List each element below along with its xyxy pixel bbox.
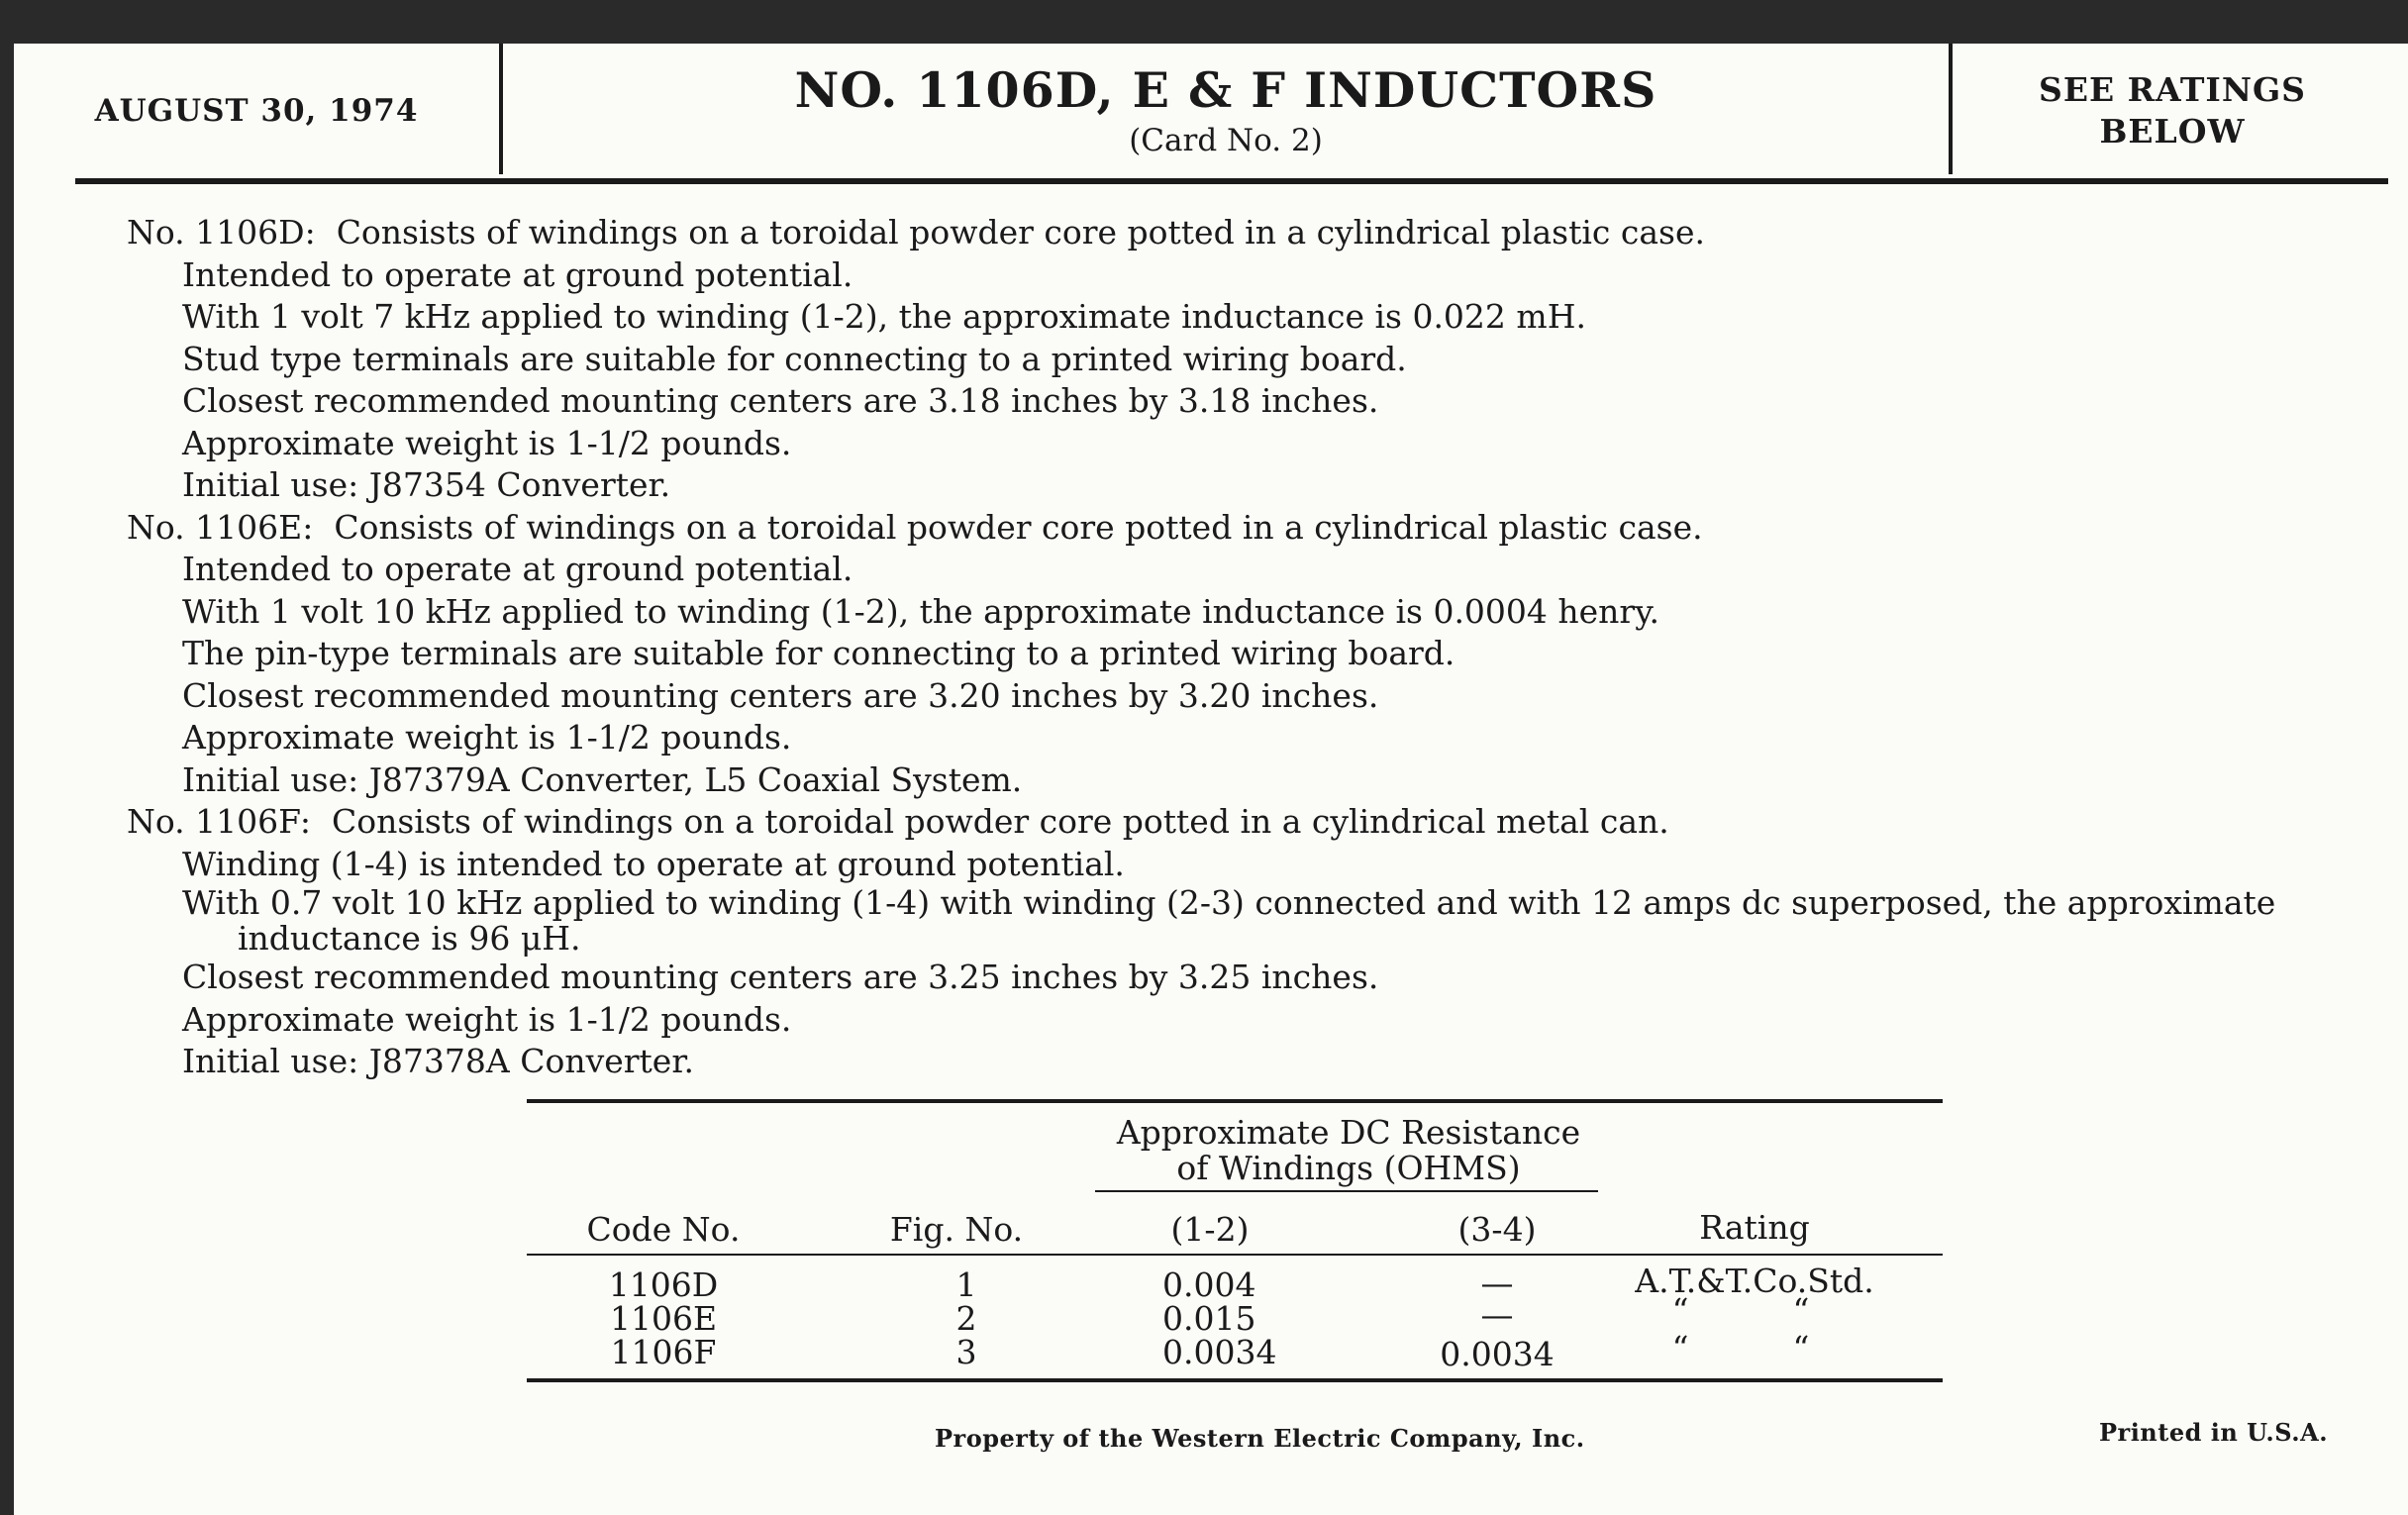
col-header-fig: Fig. No. <box>889 1210 1024 1249</box>
section-1106f-first-line <box>127 801 2275 844</box>
table-top-rule <box>527 1099 1943 1103</box>
col-header-rating: Rating <box>1699 1208 1810 1247</box>
table-cell: — <box>1480 1263 1514 1302</box>
table-cell: “ “ <box>1671 1291 1810 1330</box>
printed-notice: Printed in U.S.A. <box>2099 1418 2329 1447</box>
section-line: With 1 volt 7 kHz applied to winding (1-2), the approximate inductance is 0.022 mH. <box>182 297 1586 336</box>
table-cell: — <box>1480 1295 1514 1334</box>
section-line: Approximate weight is 1-1/2 pounds. <box>182 999 792 1039</box>
section-line: Intended to operate at ground potential. <box>182 550 853 588</box>
table-cell: A.T.&T.Co.Std. <box>1635 1262 1874 1300</box>
section-heading: No. 1106F: <box>127 802 311 841</box>
table-cell: 1 <box>955 1265 977 1304</box>
table-cell: 1106F <box>610 1333 717 1371</box>
section-line: With 1 volt 10 kHz applied to winding (1-2), the approximate inductance is 0.0004 henry. <box>182 591 1659 631</box>
card-header <box>14 44 2408 178</box>
table-cell: 0.004 <box>1162 1265 1256 1304</box>
section-line: Stud type terminals are suitable for connecting to a printed wiring board. <box>182 339 1407 378</box>
ratings-note <box>1955 44 2390 178</box>
table-cell: 0.0034 <box>1440 1335 1555 1373</box>
section-heading: No. 1106E: <box>127 507 314 547</box>
ratings-note-line1: SEE RATINGS <box>2038 70 2307 109</box>
section-text: Consists of windings on a toroidal powder core potted in a cylindrical metal can. <box>331 802 1669 841</box>
catalog-card <box>14 44 2408 1515</box>
section-line: Intended to operate at ground potential. <box>182 254 853 294</box>
section-1106d-first-line <box>127 212 2275 254</box>
table-cell: 1106E <box>609 1299 718 1338</box>
section-line: Closest recommended mounting centers are 3.20 inches by 3.20 inches. <box>182 675 1379 715</box>
issue-date: AUGUST 30, 1974 <box>94 93 419 129</box>
table-cell: 2 <box>955 1299 977 1338</box>
section-line: The pin-type terminals are suitable for connecting to a printed wiring board. <box>182 634 1455 672</box>
ratings-note-line2: BELOW <box>2099 112 2246 151</box>
header-divider-right <box>1949 44 1953 174</box>
section-line: Approximate weight is 1-1/2 pounds. <box>182 718 792 757</box>
table-bottom-rule <box>527 1378 1943 1382</box>
section-text: Consists of windings on a toroidal powder core potted in a cylindrical plastic case. <box>334 507 1703 547</box>
col-header-winding-3-4: (3-4) <box>1457 1210 1537 1249</box>
section-line: Initial use: J87378A Converter. <box>182 1042 694 1080</box>
card-title: NO. 1106D, E & F INDUCTORS <box>794 61 1657 119</box>
title-block <box>503 44 1949 178</box>
section-line: Closest recommended mounting centers are 3.18 inches by 3.18 inches. <box>182 381 1379 420</box>
table-cell: 0.0034 <box>1162 1333 1277 1371</box>
property-notice: Property of the Western Electric Company, Inc. <box>935 1424 1585 1453</box>
group-header-rule <box>1095 1190 1598 1192</box>
section-line-continued: inductance is 96 μH. <box>238 919 581 958</box>
header-rule <box>75 178 2388 184</box>
col-header-code: Code No. <box>586 1210 741 1249</box>
section-line: Approximate weight is 1-1/2 pounds. <box>182 423 792 462</box>
section-1106e-first-line <box>127 507 2275 550</box>
table-cell: 3 <box>955 1333 977 1371</box>
section-line: With 0.7 volt 10 kHz applied to winding (1-4) with winding (2-3) connected and with 12 amps dc superposed, the approximate <box>182 883 2276 922</box>
section-line: Initial use: J87379A Converter, L5 Coaxial System. <box>182 759 1023 799</box>
table-cell: 1106D <box>608 1265 719 1304</box>
description-body <box>127 212 2275 1083</box>
table-cell: 0.015 <box>1162 1299 1256 1338</box>
table-cell: “ “ <box>1671 1329 1810 1367</box>
group-header-line2: of Windings (OHMS) <box>1176 1149 1521 1187</box>
section-line: Closest recommended mounting centers are 3.25 inches by 3.25 inches. <box>182 958 1379 996</box>
section-text: Consists of windings on a toroidal powder core potted in a cylindrical plastic case. <box>336 213 1705 252</box>
section-line: Winding (1-4) is intended to operate at ground potential. <box>182 844 1125 883</box>
header-bottom-rule <box>527 1254 1943 1256</box>
col-header-winding-1-2: (1-2) <box>1170 1210 1250 1249</box>
card-subtitle: (Card No. 2) <box>1129 123 1323 158</box>
section-heading: No. 1106D: <box>127 213 316 252</box>
group-header-line1: Approximate DC Resistance <box>1116 1113 1581 1152</box>
section-line: Initial use: J87354 Converter. <box>182 465 671 504</box>
